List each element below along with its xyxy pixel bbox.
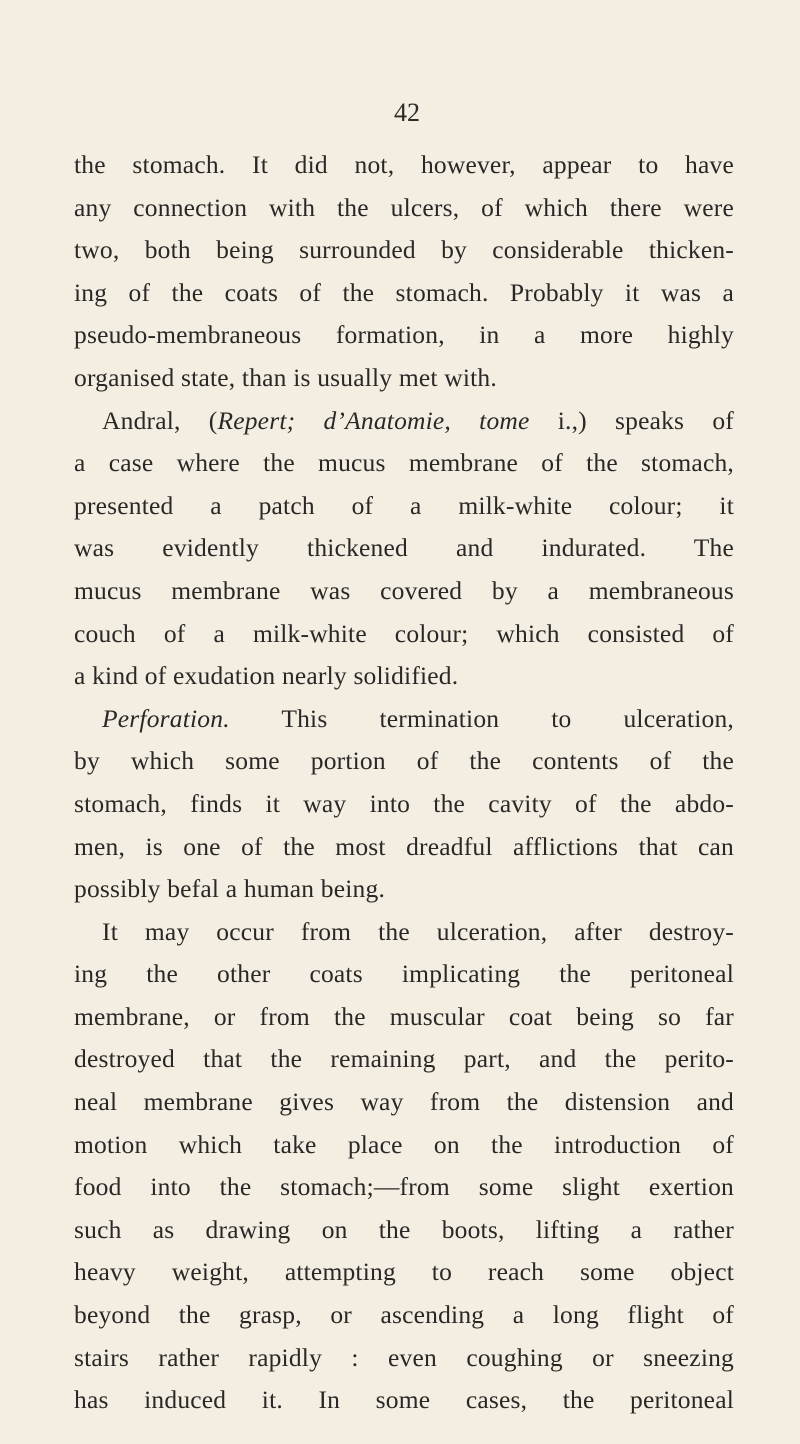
text-span: Andral, ( (102, 405, 218, 435)
text-line: a case where the mucus membrane of the stomach, (74, 448, 734, 478)
citation-title: Repert; d’Anatomie, tome (217, 405, 530, 435)
text-line: men, is one of the most dreadful afflictions that can (74, 831, 734, 861)
text-line: membrane, or from the muscular coat being so far (74, 1001, 734, 1031)
text-line: It may occur from the ulceration, after destroy- (102, 916, 734, 946)
text-line: such as drawing on the boots, lifting a rather (74, 1214, 734, 1244)
text-line: two, both being surrounded by considerable thicken- (74, 235, 734, 265)
text-span: This termination to ulceration, (229, 703, 734, 733)
text-line: destroyed that the remaining part, and the perito- (74, 1044, 734, 1074)
text-line: stomach, finds it way into the cavity of the abdo- (74, 788, 734, 818)
text-line: the stomach. It did not, however, appear to have (74, 150, 734, 179)
text-line: motion which take place on the introduction of (74, 1129, 734, 1159)
text-line: has induced it. In some cases, the peritoneal (74, 1385, 734, 1415)
text-line: ing of the coats of the stomach. Probably it was a (74, 277, 734, 307)
text-line (74, 400, 734, 443)
text-line: possibly befal a human being. (74, 874, 386, 904)
text-line: neal membrane gives way from the distension and (74, 1087, 734, 1117)
text-line: by which some portion of the contents of the (74, 746, 734, 776)
text-span: i.,) speaks of (529, 405, 734, 435)
text-line: stairs rather rapidly : even coughing or sneezing (74, 1342, 734, 1372)
text-line: beyond the grasp, or ascending a long flight of (74, 1300, 734, 1330)
page-number: 42 (394, 98, 420, 127)
text-line: heavy weight, attempting to reach some object (74, 1257, 734, 1287)
text-line: mucus membrane was covered by a membraneous (74, 575, 734, 605)
text-line: couch of a milk-white colour; which consisted of (74, 618, 734, 648)
text-line: pseudo-membraneous formation, in a more highly (74, 320, 734, 350)
body-text (74, 144, 734, 1422)
section-heading: Perforation. (102, 703, 230, 733)
text-line: was evidently thickened and indurated. The (74, 533, 734, 563)
text-line: presented a patch of a milk-white colour; it (74, 490, 734, 520)
text-line (74, 698, 734, 741)
text-line: any connection with the ulcers, of which there were (74, 192, 734, 222)
text-line: ing the other coats implicating the peritoneal (74, 959, 734, 989)
text-line: food into the stomach;—from some slight exertion (74, 1172, 734, 1202)
text-line: organised state, than is usually met with. (74, 362, 497, 392)
text-line: a kind of exudation nearly solidified. (74, 661, 459, 691)
